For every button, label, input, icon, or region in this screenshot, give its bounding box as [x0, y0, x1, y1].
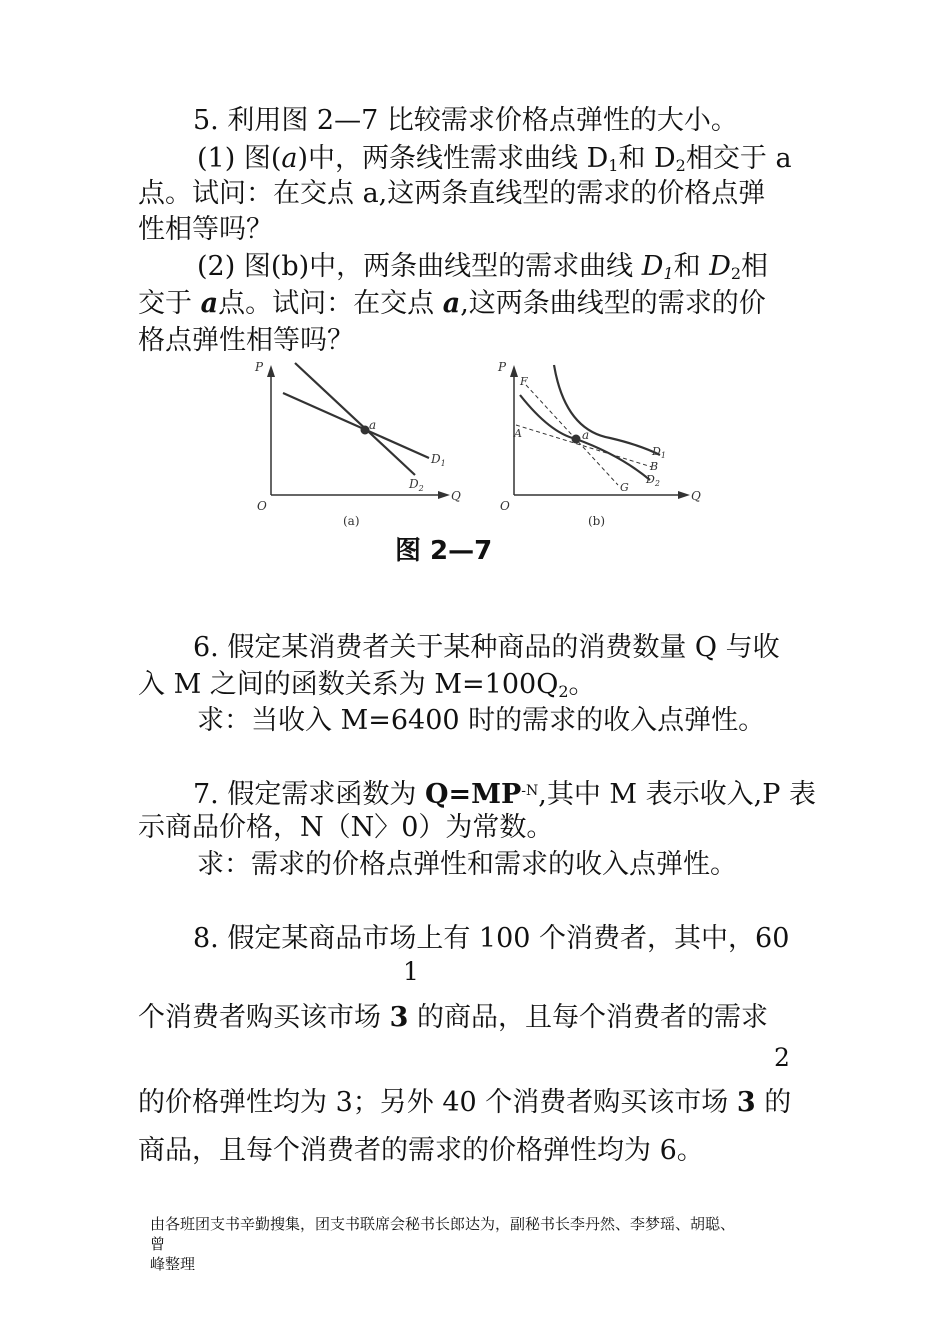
- figure-b-d1-label: $D_1$: [652, 445, 666, 460]
- q6-line1: 6. 假定某消费者关于某种商品的消费数量 Q 与收: [193, 632, 780, 663]
- figure-b-p-label: P: [498, 360, 507, 374]
- q8-numerator-1: 1: [403, 957, 419, 986]
- footer-line3: 峰整理: [150, 1255, 196, 1273]
- q5-title: 5. 利用图 2—7 比较需求价格点弹性的大小。: [193, 105, 738, 136]
- figure-a-d1-label: $D_1$: [431, 452, 446, 468]
- q8-line2: 个消费者购买该市场 3 的商品，且每个消费者的需求: [138, 1002, 768, 1033]
- q6-line2: 入 M 之间的函数关系为 $M=100Q_2$。: [138, 669, 596, 701]
- figure-b-q-label: Q: [691, 489, 701, 503]
- q7-line2: 示商品价格，N（N〉0）为常数。: [138, 812, 554, 843]
- q7-line1: 7. 假定需求函数为 $Q=MP^{-N}$,其中 M 表示收入,P 表: [193, 779, 816, 810]
- figure-b-point-label: a: [582, 428, 590, 442]
- figure-a-d2-label: $D_2$: [409, 477, 424, 493]
- figure-a-p-label: P: [255, 360, 264, 374]
- figure-b: [490, 355, 715, 540]
- q5-part2-line1: (2) 图(b)中，两条曲线型的需求曲线 $D_1$和 $D_2$相: [197, 251, 769, 283]
- figure-a-caption: (a): [343, 514, 360, 528]
- footer-line1: 由各班团支书辛勤搜集，团支书联席会秘书长郎达为，副秘书长李丹然、李梦瑶、胡聪、: [150, 1215, 736, 1233]
- figure-b-f-label: F: [520, 375, 528, 388]
- q8-numerator-2: 2: [774, 1043, 790, 1072]
- figure-caption: 图 2—7: [395, 536, 493, 566]
- q7-line3: 求：需求的价格点弹性和需求的收入点弹性。: [197, 849, 737, 880]
- q5-part1-line3: 性相等吗？: [138, 214, 273, 245]
- figure-b-b-label: B: [650, 460, 659, 473]
- q8-line1: 8. 假定某商品市场上有 100 个消费者，其中，60: [193, 923, 790, 954]
- figure-a-q-label: Q: [451, 489, 461, 503]
- q5-part1-line1: (1) 图(a)中，两条线性需求曲线 $D_1$和 $D_2$相交于 a: [197, 143, 792, 175]
- q5-part2-line2: 交于 a点。试问：在交点 a,这两条曲线型的需求的价: [138, 288, 766, 319]
- figure-a: [245, 355, 470, 540]
- figure-b-d2-label: $D_2$: [646, 473, 660, 488]
- figure-b-caption: (b): [588, 514, 606, 528]
- figure-b-g-label: G: [620, 481, 629, 494]
- q8-line4: 商品，且每个消费者的需求的价格弹性均为 6。: [138, 1135, 704, 1166]
- figure-a-origin-label: O: [257, 499, 267, 513]
- q6-line3: 求：当收入 M=6400 时的需求的收入点弹性。: [197, 705, 766, 736]
- q8-line3: 的价格弹性均为 3；另外 40 个消费者购买该市场 3 的: [138, 1087, 792, 1118]
- figure-b-origin-label: O: [500, 499, 510, 513]
- q5-part1-line2: 点。试问：在交点 a,这两条直线型的需求的价格点弹: [138, 178, 766, 209]
- figure-b-a-axis-label: A: [514, 427, 522, 440]
- footer-line2: 曾: [150, 1235, 166, 1253]
- figure-a-point-label: a: [369, 418, 377, 432]
- q5-part2-line3: 格点弹性相等吗？: [138, 325, 354, 356]
